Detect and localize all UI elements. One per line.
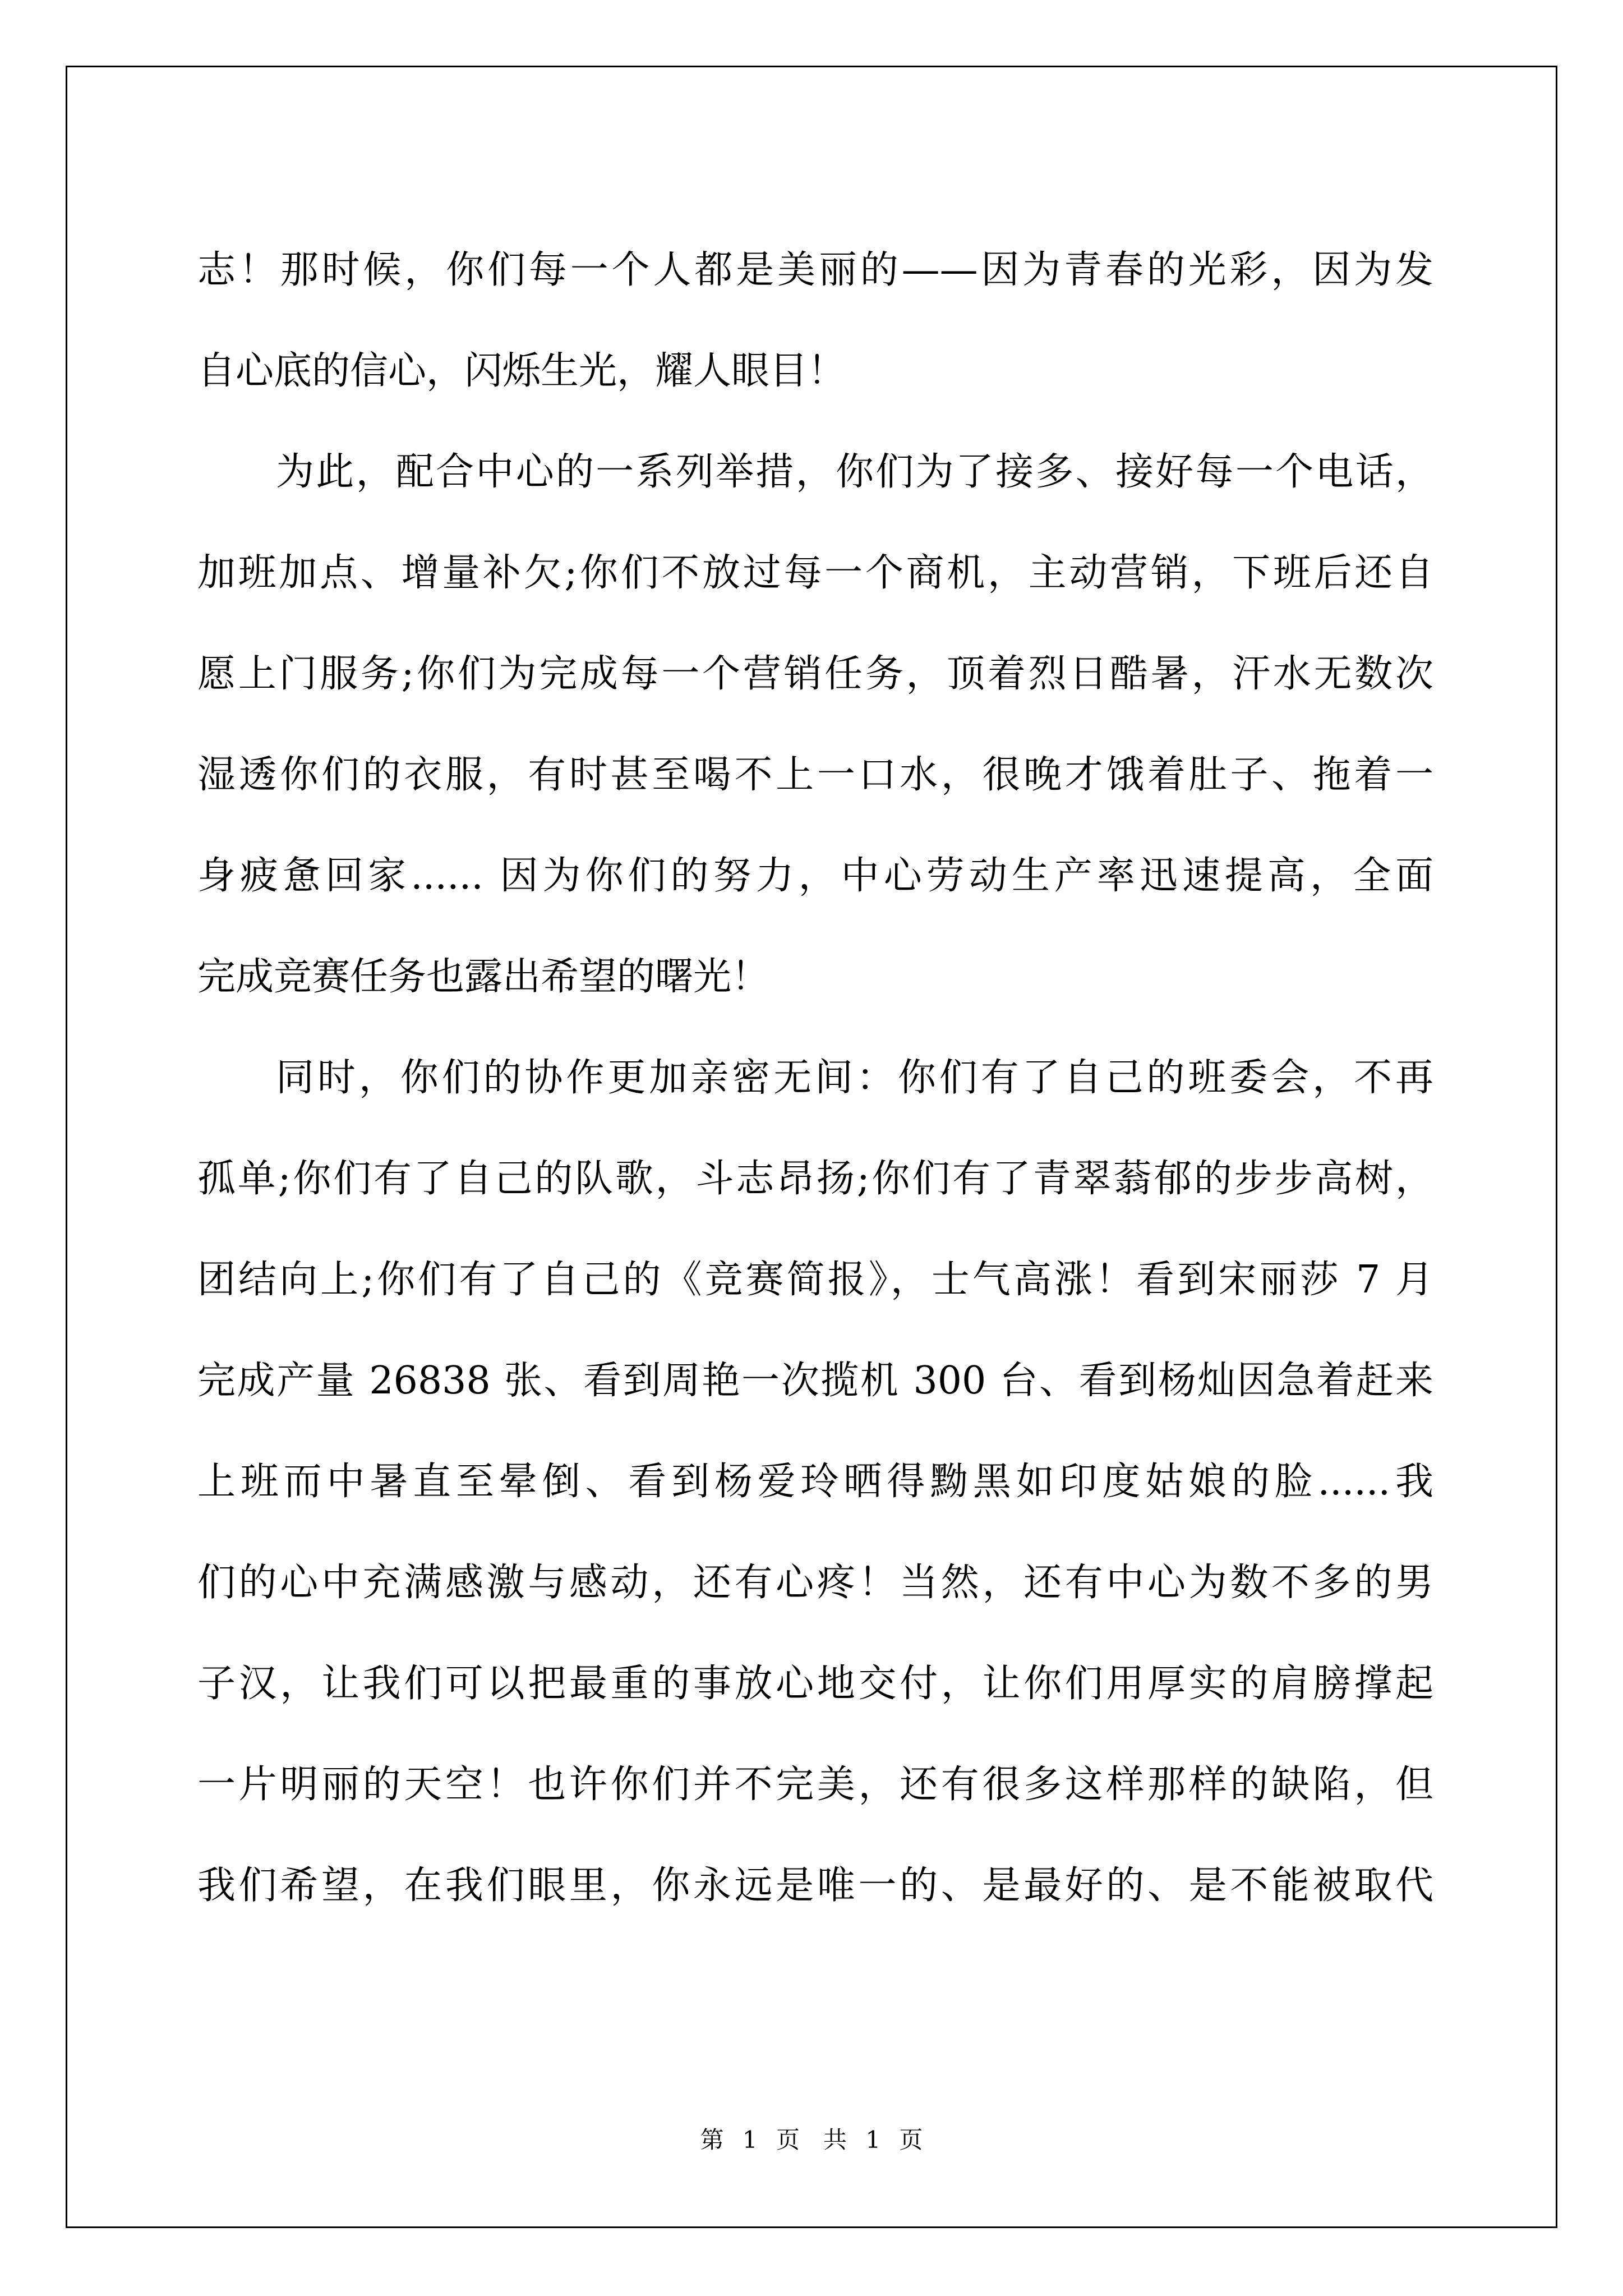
paragraph-3-line-4: 完成产量 26838 张、看到周艳一次揽机 300 台、看到杨灿因急着赶来 [197,1359,1433,1403]
page-number-footer: 第 1 页 共 1 页 [700,2126,923,2154]
paragraph-2-line-2: 加班加点、增量补欠;你们不放过每一个商机，主动营销，下班后还自 [197,551,1433,595]
document-body [197,220,1433,1936]
paragraph-3-line-2: 孤单;你们有了自己的队歌，斗志昂扬;你们有了青翠蓊郁的步步高树， [197,1157,1433,1201]
paragraph-3-line-6: 们的心中充满感激与感动，还有心疼！当然，还有中心为数不多的男 [197,1561,1433,1605]
paragraph-2-line-3: 愿上门服务;你们为完成每一个营销任务，顶着烈日酷暑，汗水无数次 [197,652,1433,696]
paragraph-3-line-7: 子汉，让我们可以把最重的事放心地交付，让你们用厚实的肩膀撑起 [197,1662,1433,1706]
paragraph-2-line-6: 完成竞赛任务也露出希望的曙光！ [197,955,770,999]
paragraph-2-line-5: 身疲惫回家...... 因为你们的努力，中心劳动生产率迅速提高，全面 [197,854,1433,898]
paragraph-3-line-9: 我们希望，在我们眼里，你永远是唯一的、是最好的、是不能被取代 [197,1864,1433,1908]
paragraph-1-line-2: 自心底的信心，闪烁生光，耀人眼目！ [197,349,846,393]
paragraph-3-line-3: 团结向上;你们有了自己的《竞赛简报》，士气高涨！看到宋丽莎 7 月 [197,1258,1433,1302]
paragraph-3-line-8: 一片明丽的天空！也许你们并不完美，还有很多这样那样的缺陷，但 [197,1763,1433,1807]
paragraph-3-line-1: 同时，你们的协作更加亲密无间：你们有了自己的班委会，不再 [276,1056,1433,1100]
paragraph-2-line-1: 为此，配合中心的一系列举措，你们为了接多、接好每一个电话， [276,450,1433,494]
paragraph-1-line-1: 志！那时候，你们每一个人都是美丽的——因为青春的光彩，因为发 [197,248,1433,292]
paragraph-2-line-4: 湿透你们的衣服，有时甚至喝不上一口水，很晚才饿着肚子、拖着一 [197,753,1433,797]
paragraph-3-line-5: 上班而中暑直至晕倒、看到杨爱玲晒得黝黑如印度姑娘的脸......我 [197,1460,1433,1504]
